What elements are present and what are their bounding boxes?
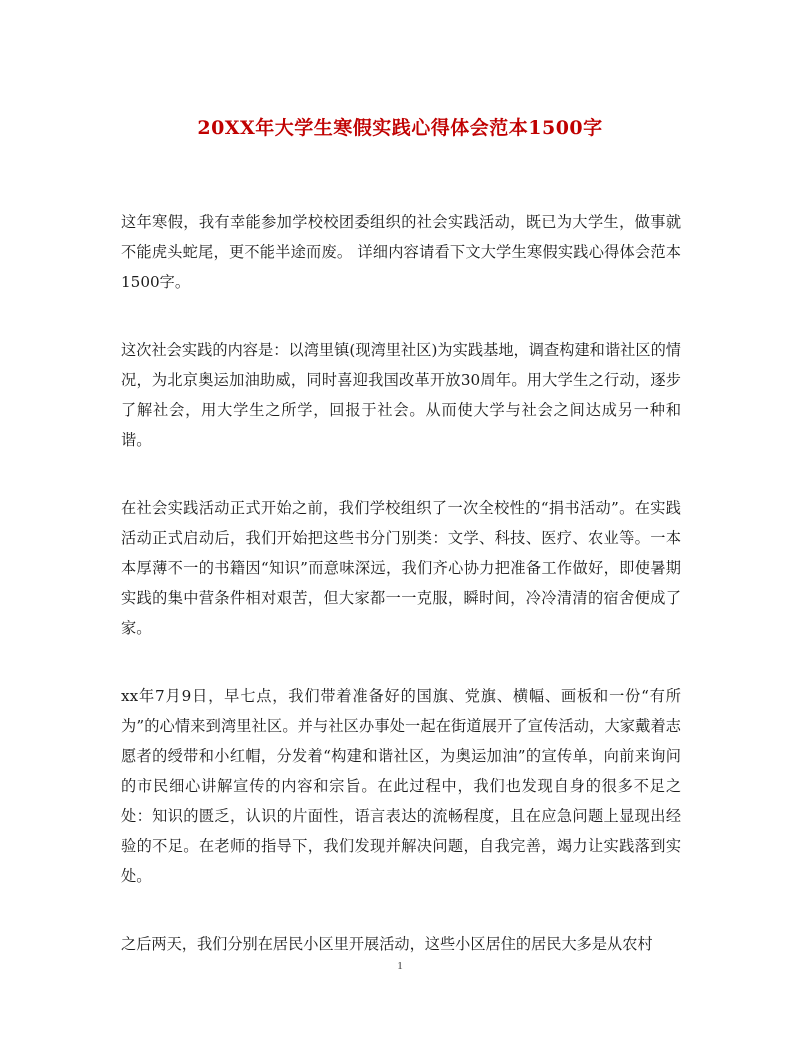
paragraph-1: 这年寒假，我有幸能参加学校校团委组织的社会实践活动，既已为大学生，做事就不能虎头蛇尾，更不能半途而废。 详细内容请看下文大学生寒假实践心得体会范本1500字。 <box>121 213 681 291</box>
paragraph-2: 这次社会实践的内容是：以湾里镇(现湾里社区)为实践基地，调查构建和谐社区的情况，为北京奥运加油助威，同时喜迎我国改革开放30周年。用大学生之行动，逐步了解社会，用大学生之所学，回报于社会。从而使大学与社会之间达成另一种和谐。 <box>121 341 681 449</box>
paragraph-4: xx年7月9日，早七点，我们带着准备好的国旗、党旗、横幅、画板和一份“有所为”的心情来到湾里社区。并与社区办事处一起在街道展开了宣传活动，大家戴着志愿者的绶带和小红帽，分发着“构建和谐社区，为奥运加油”的宣传单，向前来询问的市民细心讲解宣传的内容和宗旨。在此过程中，我们也发现自身的很多不足之处：知识的匮乏，认识的片面性，语言表达的流畅程度，且在应急问题上显现出经验的不足。在老师的指导下，我们发现并解决问题，自我完善，竭力让实践落到实处。 <box>121 687 681 885</box>
page-number: 1 <box>397 960 403 972</box>
document-title: 20XX年大学生寒假实践心得体会范本1500字 <box>197 117 603 139</box>
paragraph-3: 在社会实践活动正式开始之前，我们学校组织了一次全校性的“捐书活动”。在实践活动正式启动后，我们开始把这些书分门别类：文学、科技、医疗、农业等。一本本厚薄不一的书籍因“知识”而意味深远，我们齐心协力把准备工作做好，即使暑期实践的集中营条件相对艰苦，但大家都一一克服，瞬时间，冷冷清清的宿舍便成了家。 <box>121 499 681 637</box>
paragraph-5: 之后两天，我们分别在居民小区里开展活动，这些小区居住的居民大多是从农村 <box>121 935 653 953</box>
document-body <box>121 207 681 997</box>
